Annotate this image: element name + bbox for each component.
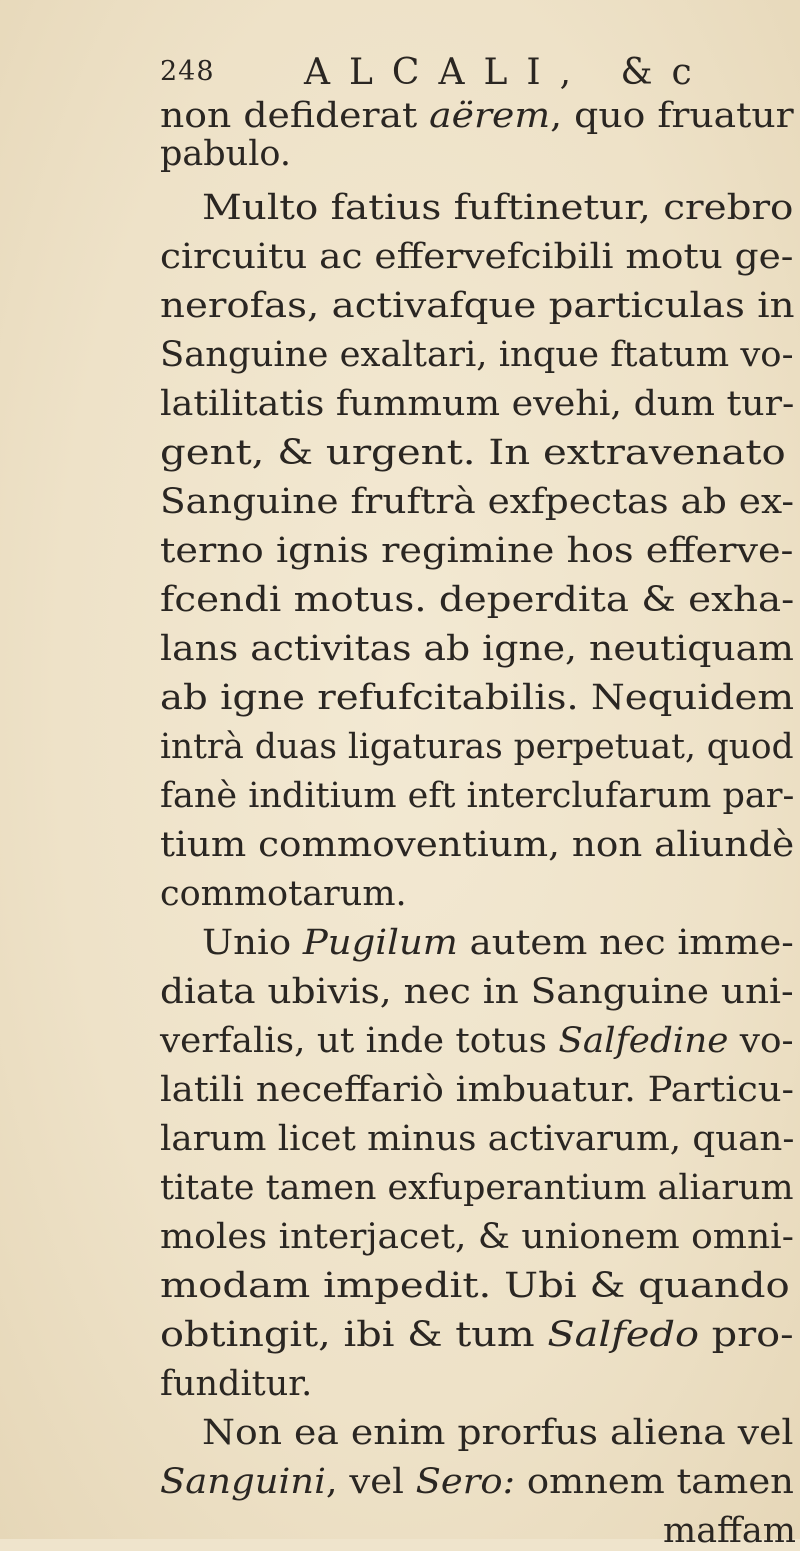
text-segment: pabulo. xyxy=(160,134,291,174)
italic-word: Salfedo xyxy=(547,1315,699,1355)
text-segment: Non ea enim prorfus aliena vel xyxy=(202,1413,794,1453)
text-segment: Sanguine exaltari, inque ftatum vo- xyxy=(160,335,794,375)
text-line xyxy=(160,134,291,174)
text-line xyxy=(160,96,794,136)
text-segment: Unio xyxy=(202,923,303,963)
text-segment: lans activitas ab igne, neutiquam xyxy=(160,629,794,669)
text-line xyxy=(160,580,794,620)
text-segment: circuitu ac effervefcibili motu ge- xyxy=(160,237,794,277)
text-line xyxy=(160,1021,794,1061)
text-segment: diata ubivis, nec in Sanguine uni- xyxy=(160,972,794,1012)
text-segment: Multo fatius fuftinetur, crebro xyxy=(202,188,794,228)
text-segment: nerofas, activafque particulas in xyxy=(160,286,795,326)
text-line xyxy=(160,1168,794,1208)
text-segment: modam impedit. Ubi & quando xyxy=(160,1266,790,1306)
page-header xyxy=(160,52,720,102)
text-line xyxy=(160,825,794,865)
text-segment: verfalis, ut inde totus xyxy=(160,1021,559,1061)
text-line xyxy=(202,1413,794,1453)
page-number: 248 xyxy=(160,56,215,87)
text-segment: pro- xyxy=(698,1315,794,1355)
text-line xyxy=(160,972,794,1012)
text-segment: , vel xyxy=(325,1462,416,1502)
text-line xyxy=(663,1511,796,1551)
text-segment: latilitatis fummum evehi, dum tur- xyxy=(160,384,795,424)
text-line xyxy=(160,776,794,816)
text-segment: non defiderat xyxy=(160,96,430,136)
text-segment: autem nec imme- xyxy=(457,923,794,963)
text-segment: omnem tamen xyxy=(515,1462,794,1502)
text-segment: titate tamen exfuperantium aliarum xyxy=(160,1168,794,1208)
text-segment: maffam xyxy=(663,1511,796,1551)
text-line xyxy=(160,727,794,767)
running-title: ALCALI, &c xyxy=(304,52,711,93)
text-line xyxy=(160,1266,790,1306)
text-segment: terno ignis regimine hos efferve- xyxy=(160,531,794,571)
text-line xyxy=(160,335,794,375)
text-line xyxy=(160,1217,794,1257)
italic-word: Sanguini xyxy=(160,1462,326,1502)
text-line xyxy=(202,923,794,963)
text-segment: , quo fruatur xyxy=(550,96,794,136)
text-line xyxy=(160,1119,794,1159)
text-line xyxy=(160,874,407,914)
text-line xyxy=(202,188,793,228)
text-line xyxy=(160,286,795,326)
text-segment: fcendi motus. deperdita & exha- xyxy=(160,580,795,620)
text-line xyxy=(160,1364,312,1404)
text-segment: obtingit, ibi & tum xyxy=(160,1315,548,1355)
italic-word: Pugilum xyxy=(302,923,458,963)
text-segment: larum licet minus activarum, quan- xyxy=(160,1119,795,1159)
italic-word: aërem xyxy=(429,96,551,136)
text-segment: ab igne refufcitabilis. Nequidem xyxy=(160,678,794,718)
text-segment: Sanguine fruftrà exfpectas ab ex- xyxy=(160,482,795,522)
text-segment: intrà duas ligaturas perpetuat, quod xyxy=(160,727,794,767)
text-segment: gent, & urgent. In extravenato xyxy=(160,433,786,473)
text-segment: fanè inditium eft interclufarum par- xyxy=(160,776,795,816)
text-segment: funditur. xyxy=(160,1364,313,1404)
text-line xyxy=(160,1315,794,1355)
text-line xyxy=(160,531,793,571)
text-line xyxy=(160,1462,794,1502)
text-line xyxy=(160,678,794,718)
text-line xyxy=(160,629,794,669)
text-line xyxy=(160,1070,794,1110)
text-line xyxy=(160,237,793,277)
text-line xyxy=(160,384,794,424)
italic-word: Sero: xyxy=(415,1462,516,1502)
italic-word: Salfedine xyxy=(558,1021,729,1061)
text-segment: tium commoventium, non aliundè xyxy=(160,825,795,865)
text-segment: latili neceffariò imbuatur. Particu- xyxy=(160,1070,794,1110)
text-line xyxy=(160,482,794,522)
text-segment: vo- xyxy=(728,1021,794,1061)
text-segment: moles interjacet, & unionem omni- xyxy=(160,1217,794,1257)
text-segment: commotarum. xyxy=(160,874,407,914)
text-line xyxy=(160,433,786,473)
